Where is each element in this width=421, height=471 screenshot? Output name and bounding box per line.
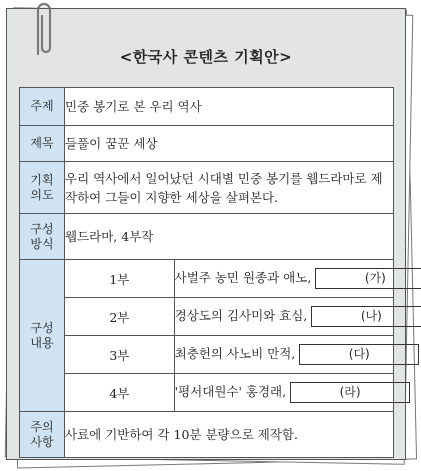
title-label: 제목 bbox=[20, 126, 65, 162]
intent-label: 기획 의도 bbox=[20, 162, 65, 214]
part-number: 4부 bbox=[65, 374, 175, 412]
theme-value: 민중 봉기로 본 우리 역사 bbox=[65, 88, 394, 126]
notes-row bbox=[20, 412, 394, 458]
part-number: 1부 bbox=[65, 260, 175, 298]
part-text: 경상도의 김사미와 효심, (나) bbox=[174, 298, 393, 336]
part-row-3 bbox=[20, 336, 394, 374]
part-text: 최충헌의 사노비 만적, (다) bbox=[174, 336, 393, 374]
answer-blank: (가) bbox=[315, 268, 421, 289]
content-label: 구성 내용 bbox=[20, 260, 65, 412]
format-value: 웹드라마, 4부작 bbox=[65, 214, 394, 260]
answer-blank: (다) bbox=[299, 344, 419, 365]
notes-label: 주의 사항 bbox=[20, 412, 65, 458]
theme-label: 주제 bbox=[20, 88, 65, 126]
title-value: 들풀이 꿈꾼 세상 bbox=[65, 126, 394, 162]
paper-clip-icon bbox=[30, 0, 54, 62]
card-title: <한국사 콘텐츠 기획안> bbox=[119, 48, 293, 66]
intent-row bbox=[20, 162, 394, 214]
notes-value: 사료에 기반하여 각 10분 분량으로 제작함. bbox=[65, 412, 394, 458]
part-row-4 bbox=[20, 374, 394, 412]
part-row-1 bbox=[20, 260, 394, 298]
intent-value: 우리 역사에서 일어났던 시대별 민중 봉기를 웹드라마로 제작하여 그들이 지향한 세상을 살펴본다. bbox=[65, 162, 394, 214]
plan-table bbox=[19, 87, 394, 458]
part-text: '평서대원수' 홍경래, (라) bbox=[174, 374, 393, 412]
part-number: 3부 bbox=[65, 336, 175, 374]
answer-blank: (라) bbox=[290, 382, 410, 403]
answer-blank: (나) bbox=[311, 306, 421, 327]
title-row bbox=[20, 126, 394, 162]
plan-card bbox=[6, 8, 406, 460]
part-text: 사벌주 농민 원종과 애노, (가) bbox=[174, 260, 393, 298]
part-row-2 bbox=[20, 298, 394, 336]
theme-row bbox=[20, 88, 394, 126]
format-row bbox=[20, 214, 394, 260]
part-number: 2부 bbox=[65, 298, 175, 336]
format-label: 구성 방식 bbox=[20, 214, 65, 260]
